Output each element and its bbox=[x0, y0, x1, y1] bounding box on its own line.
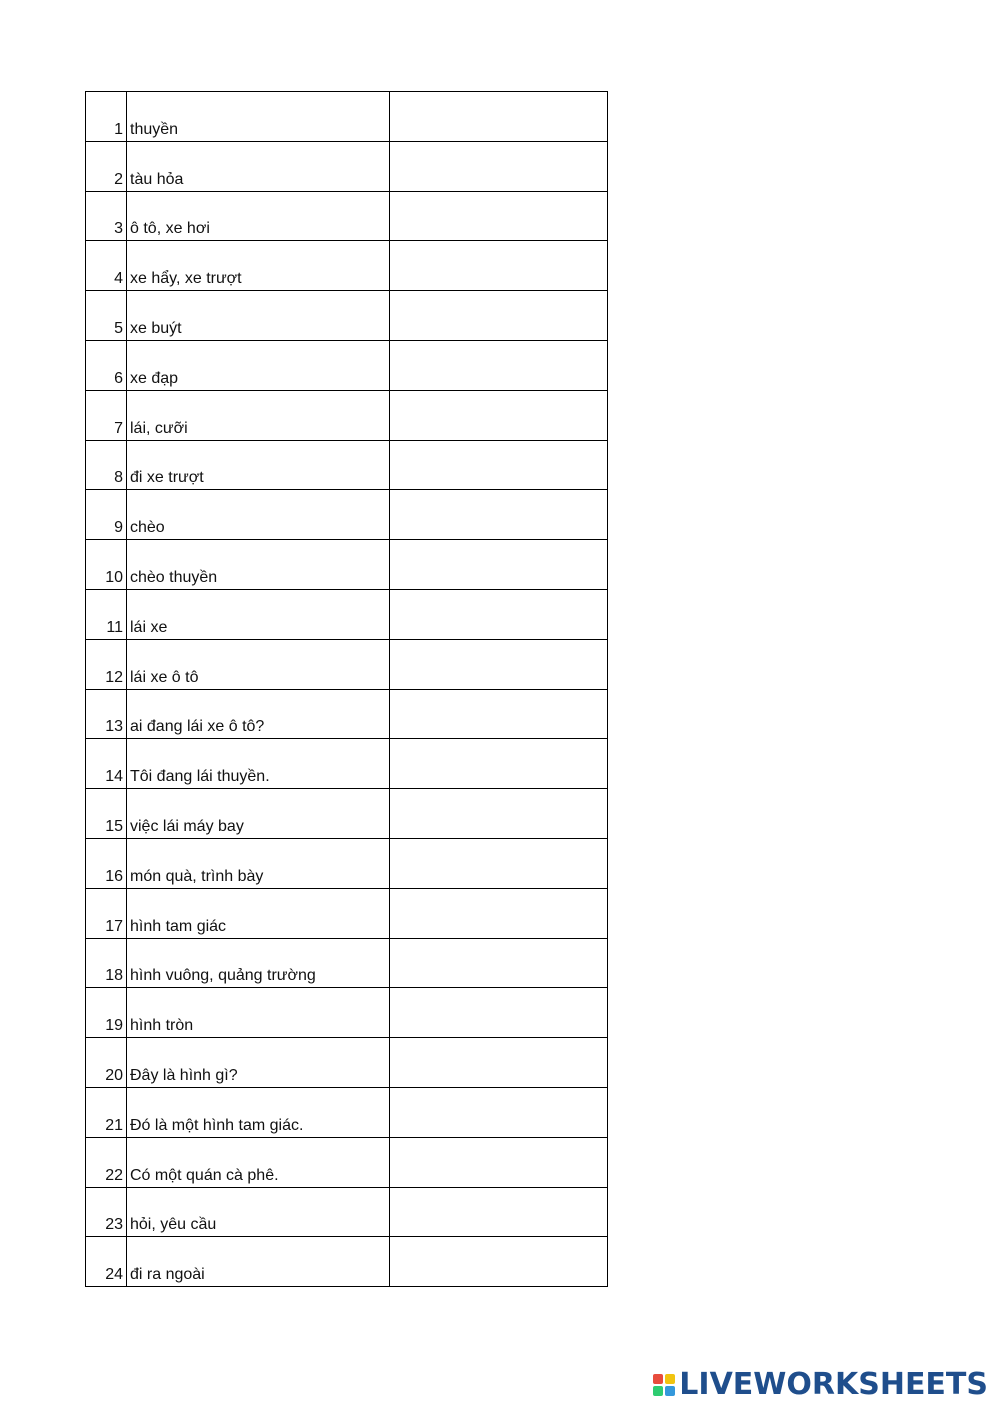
answer-cell[interactable] bbox=[390, 739, 608, 789]
vietnamese-term: đi xe trượt bbox=[127, 440, 390, 490]
row-number: 13 bbox=[86, 689, 127, 739]
row-number: 9 bbox=[86, 490, 127, 540]
answer-cell[interactable] bbox=[390, 92, 608, 142]
row-number: 6 bbox=[86, 340, 127, 390]
table-row bbox=[86, 191, 608, 241]
row-number: 7 bbox=[86, 390, 127, 440]
vietnamese-term: xe hẩy, xe trượt bbox=[127, 241, 390, 291]
liveworksheets-logo bbox=[653, 1367, 988, 1402]
table-row bbox=[86, 291, 608, 341]
vietnamese-term: hình vuông, quảng trường bbox=[127, 938, 390, 988]
row-number: 24 bbox=[86, 1237, 127, 1287]
answer-cell[interactable] bbox=[390, 440, 608, 490]
logo-square-3 bbox=[653, 1386, 663, 1396]
row-number: 20 bbox=[86, 1038, 127, 1088]
table-row bbox=[86, 241, 608, 291]
row-number: 5 bbox=[86, 291, 127, 341]
table-row bbox=[86, 888, 608, 938]
vietnamese-term: ai đang lái xe ô tô? bbox=[127, 689, 390, 739]
table-row bbox=[86, 938, 608, 988]
answer-cell[interactable] bbox=[390, 540, 608, 590]
row-number: 14 bbox=[86, 739, 127, 789]
table-row bbox=[86, 589, 608, 639]
answer-cell[interactable] bbox=[390, 589, 608, 639]
vietnamese-term: hình tam giác bbox=[127, 888, 390, 938]
logo-square-1 bbox=[653, 1374, 663, 1384]
row-number: 3 bbox=[86, 191, 127, 241]
vietnamese-term: Tôi đang lái thuyền. bbox=[127, 739, 390, 789]
row-number: 4 bbox=[86, 241, 127, 291]
row-number: 11 bbox=[86, 589, 127, 639]
vietnamese-term: đi ra ngoài bbox=[127, 1237, 390, 1287]
vocabulary-rows bbox=[86, 92, 608, 1287]
table-row bbox=[86, 440, 608, 490]
answer-cell[interactable] bbox=[390, 938, 608, 988]
table-row bbox=[86, 1087, 608, 1137]
row-number: 23 bbox=[86, 1187, 127, 1237]
row-number: 8 bbox=[86, 440, 127, 490]
table-row bbox=[86, 141, 608, 191]
table-row bbox=[86, 988, 608, 1038]
vietnamese-term: xe đạp bbox=[127, 340, 390, 390]
answer-cell[interactable] bbox=[390, 1137, 608, 1187]
vietnamese-term: Đó là một hình tam giác. bbox=[127, 1087, 390, 1137]
answer-cell[interactable] bbox=[390, 838, 608, 888]
answer-cell[interactable] bbox=[390, 291, 608, 341]
liveworksheets-logo-icon bbox=[653, 1374, 675, 1396]
row-number: 16 bbox=[86, 838, 127, 888]
table-row bbox=[86, 639, 608, 689]
vietnamese-term: thuyền bbox=[127, 92, 390, 142]
vietnamese-term: ô tô, xe hơi bbox=[127, 191, 390, 241]
table-row bbox=[86, 1237, 608, 1287]
row-number: 17 bbox=[86, 888, 127, 938]
vietnamese-term: lái xe ô tô bbox=[127, 639, 390, 689]
vietnamese-term: Đây là hình gì? bbox=[127, 1038, 390, 1088]
answer-cell[interactable] bbox=[390, 888, 608, 938]
table-row bbox=[86, 789, 608, 839]
answer-cell[interactable] bbox=[390, 1187, 608, 1237]
answer-cell[interactable] bbox=[390, 689, 608, 739]
vietnamese-term: lái, cưỡi bbox=[127, 390, 390, 440]
answer-cell[interactable] bbox=[390, 241, 608, 291]
answer-cell[interactable] bbox=[390, 988, 608, 1038]
table-row bbox=[86, 490, 608, 540]
table-row bbox=[86, 92, 608, 142]
vietnamese-term: hình tròn bbox=[127, 988, 390, 1038]
row-number: 10 bbox=[86, 540, 127, 590]
answer-cell[interactable] bbox=[390, 1237, 608, 1287]
answer-cell[interactable] bbox=[390, 390, 608, 440]
row-number: 1 bbox=[86, 92, 127, 142]
table-row bbox=[86, 1038, 608, 1088]
table-row bbox=[86, 739, 608, 789]
answer-cell[interactable] bbox=[390, 340, 608, 390]
answer-cell[interactable] bbox=[390, 789, 608, 839]
liveworksheets-logo-text: LIVEWORKSHEETS bbox=[679, 1367, 988, 1402]
table-row bbox=[86, 1137, 608, 1187]
vietnamese-term: chèo bbox=[127, 490, 390, 540]
row-number: 2 bbox=[86, 141, 127, 191]
row-number: 21 bbox=[86, 1087, 127, 1137]
vocabulary-table bbox=[85, 91, 608, 1287]
answer-cell[interactable] bbox=[390, 141, 608, 191]
vietnamese-term: Có một quán cà phê. bbox=[127, 1137, 390, 1187]
table-row bbox=[86, 340, 608, 390]
vietnamese-term: xe buýt bbox=[127, 291, 390, 341]
logo-square-2 bbox=[665, 1374, 675, 1384]
table-row bbox=[86, 689, 608, 739]
answer-cell[interactable] bbox=[390, 490, 608, 540]
vietnamese-term: chèo thuyền bbox=[127, 540, 390, 590]
row-number: 12 bbox=[86, 639, 127, 689]
row-number: 15 bbox=[86, 789, 127, 839]
vietnamese-term: món quà, trình bày bbox=[127, 838, 390, 888]
vietnamese-term: việc lái máy bay bbox=[127, 789, 390, 839]
vietnamese-term: lái xe bbox=[127, 589, 390, 639]
table-row bbox=[86, 838, 608, 888]
answer-cell[interactable] bbox=[390, 639, 608, 689]
table-row bbox=[86, 540, 608, 590]
answer-cell[interactable] bbox=[390, 1087, 608, 1137]
vietnamese-term: tàu hỏa bbox=[127, 141, 390, 191]
table-row bbox=[86, 390, 608, 440]
table-row bbox=[86, 1187, 608, 1237]
vietnamese-term: hỏi, yêu cầu bbox=[127, 1187, 390, 1237]
answer-cell[interactable] bbox=[390, 1038, 608, 1088]
logo-square-4 bbox=[665, 1386, 675, 1396]
row-number: 18 bbox=[86, 938, 127, 988]
row-number: 22 bbox=[86, 1137, 127, 1187]
answer-cell[interactable] bbox=[390, 191, 608, 241]
row-number: 19 bbox=[86, 988, 127, 1038]
